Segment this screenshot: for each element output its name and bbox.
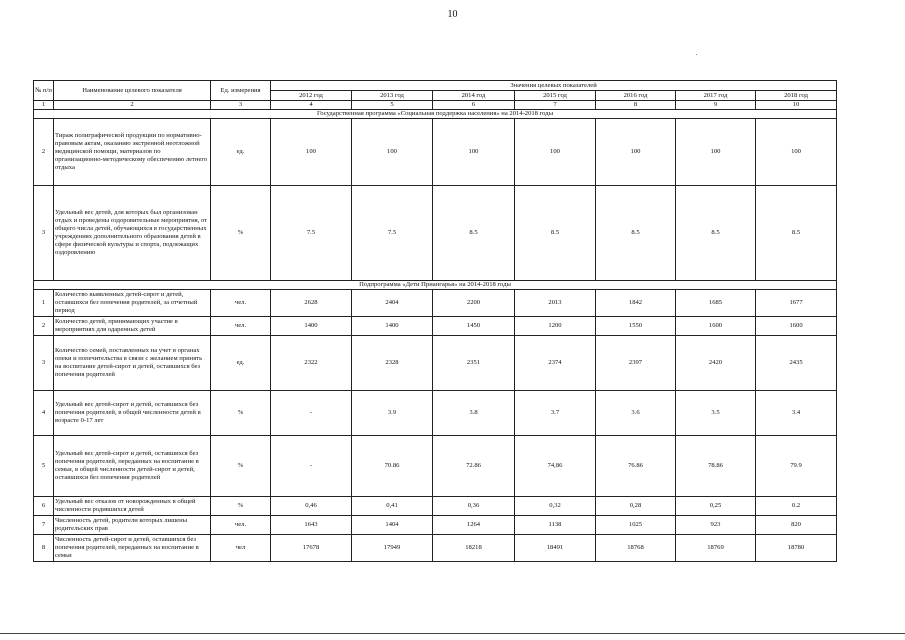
indicator-value: 7.5 — [271, 186, 352, 281]
indicator-name: Количество детей, принимающих участие в мероприятиях для одаренных детей — [54, 317, 211, 336]
table-row — [34, 186, 837, 281]
indicator-name: Удельный вес детей, для которых был организован отдых и проведены оздоровительные мероприятия, от общего числа детей, обучающихся в государственных учреждениях дополнительного образования детей в сфере физической культуры и спорта, подлежащих оздоровлению — [54, 186, 211, 281]
section-title: Подпрограмма «Дети Приангарья» на 2014-2018 годы — [34, 281, 837, 290]
indicator-value: 3.5 — [676, 391, 756, 436]
indicator-value: 18491 — [515, 535, 596, 562]
indicator-value: 1842 — [596, 290, 676, 317]
page-bottom-border — [0, 633, 905, 634]
indicator-value: 76.86 — [596, 436, 676, 497]
header-year: 2013 год — [352, 91, 433, 101]
indicator-value: 2397 — [596, 336, 676, 391]
header-column-number: 3 — [211, 101, 271, 110]
indicator-value: 17678 — [271, 535, 352, 562]
header-column-number: 4 — [271, 101, 352, 110]
table-row — [34, 516, 837, 535]
indicator-value: 72.86 — [433, 436, 515, 497]
indicator-value: 2013 — [515, 290, 596, 317]
indicator-name: Удельный вес детей-сирот и детей, оставшихся без попечения родителей, переданных на воспитание в семьи, в общей численности детей-сирот и детей, оставшихся без попечения родителей — [54, 436, 211, 497]
indicator-value: 7.5 — [352, 186, 433, 281]
row-number: 2 — [34, 317, 54, 336]
row-number: 4 — [34, 391, 54, 436]
header-year: 2017 год — [676, 91, 756, 101]
indicator-value: 1685 — [676, 290, 756, 317]
indicator-value: 100 — [433, 119, 515, 186]
indicator-value: 3.6 — [596, 391, 676, 436]
header-column-number: 7 — [515, 101, 596, 110]
indicator-value: 1600 — [756, 317, 837, 336]
indicator-value: 3.7 — [515, 391, 596, 436]
header-year: 2014 год — [433, 91, 515, 101]
indicator-value: 100 — [676, 119, 756, 186]
indicator-value: 79.9 — [756, 436, 837, 497]
row-number: 8 — [34, 535, 54, 562]
indicator-value: 2435 — [756, 336, 837, 391]
indicator-name: Численность детей-сирот и детей, оставшихся без попечения родителей, переданных на воспитание в семьи — [54, 535, 211, 562]
indicator-name: Тираж полиграфической продукции по нормативно-правовым актам, оказанию экстренной неотложной медицинской помощи, материалов по организационно-методическому обеспечению летнего отдыха — [54, 119, 211, 186]
row-number: 6 — [34, 497, 54, 516]
header-column-number: 10 — [756, 101, 837, 110]
unit: ед. — [211, 336, 271, 391]
table-row — [34, 535, 837, 562]
header-column-number: 6 — [433, 101, 515, 110]
header-year: 2012 год — [271, 91, 352, 101]
header-name: Наименование целевого показателя — [54, 81, 211, 101]
unit: чел. — [211, 290, 271, 317]
row-number: 2 — [34, 119, 54, 186]
unit: % — [211, 436, 271, 497]
header-year: 2018 год — [756, 91, 837, 101]
indicator-value: 1404 — [352, 516, 433, 535]
unit: чел — [211, 535, 271, 562]
page-number: 10 — [447, 9, 458, 20]
indicator-value: 17949 — [352, 535, 433, 562]
table-row — [34, 119, 837, 186]
header-column-number: 1 — [34, 101, 54, 110]
table-row — [34, 436, 837, 497]
indicator-value: 1400 — [352, 317, 433, 336]
row-number: 3 — [34, 336, 54, 391]
indicator-value: 1400 — [271, 317, 352, 336]
indicator-value: 100 — [596, 119, 676, 186]
indicator-value: 8.5 — [596, 186, 676, 281]
indicator-value: 8.5 — [676, 186, 756, 281]
table-row — [34, 391, 837, 436]
table-row — [34, 290, 837, 317]
indicator-value: 18218 — [433, 535, 515, 562]
table-row — [34, 497, 837, 516]
indicator-value: 0,28 — [596, 497, 676, 516]
indicator-value: 0,46 — [271, 497, 352, 516]
indicator-value: 100 — [271, 119, 352, 186]
indicator-value: 1200 — [515, 317, 596, 336]
indicator-value: 8.5 — [433, 186, 515, 281]
unit: % — [211, 391, 271, 436]
header-column-number: 2 — [54, 101, 211, 110]
row-number: 1 — [34, 290, 54, 317]
section-title-row — [34, 281, 837, 290]
unit: % — [211, 497, 271, 516]
scan-speck — [696, 54, 697, 55]
indicator-value: 100 — [515, 119, 596, 186]
indicator-value: 1450 — [433, 317, 515, 336]
indicator-value: 923 — [676, 516, 756, 535]
target-indicators-table — [33, 80, 837, 562]
unit: чел. — [211, 317, 271, 336]
indicator-value: 78.86 — [676, 436, 756, 497]
indicator-value: 3.9 — [352, 391, 433, 436]
indicator-value: 0,36 — [433, 497, 515, 516]
indicator-value: 2404 — [352, 290, 433, 317]
table-row — [34, 336, 837, 391]
section-title: Государственная программа «Социальная поддержка населения» на 2014-2018 годы — [34, 110, 837, 119]
indicator-value: 0,25 — [676, 497, 756, 516]
indicator-value: 2420 — [676, 336, 756, 391]
indicator-value: 1264 — [433, 516, 515, 535]
indicator-value: 3.8 — [433, 391, 515, 436]
row-number: 7 — [34, 516, 54, 535]
header-unit: Ед. измерения — [211, 81, 271, 101]
table-body — [34, 110, 837, 562]
indicator-value: 18768 — [596, 535, 676, 562]
indicator-value: - — [271, 436, 352, 497]
section-title-row — [34, 110, 837, 119]
indicator-name: Количество семей, поставленных на учет в органах опеки и попечительства в связи с желанием принять на воспитание детей-сирот и детей, оставшихся без попечения родителей — [54, 336, 211, 391]
indicator-value: 0.2 — [756, 497, 837, 516]
header-column-number: 8 — [596, 101, 676, 110]
unit: % — [211, 186, 271, 281]
row-number: 3 — [34, 186, 54, 281]
indicator-value: 3.4 — [756, 391, 837, 436]
header-values-group: Значения целевых показателей — [271, 81, 837, 91]
indicator-value: 2374 — [515, 336, 596, 391]
indicator-value: 2628 — [271, 290, 352, 317]
indicator-name: Количество выявленных детей-сирот и детей, оставшихся без попечения родителей, за отчетный период — [54, 290, 211, 317]
indicator-value: 2322 — [271, 336, 352, 391]
indicator-value: 18780 — [756, 535, 837, 562]
indicator-value: 100 — [756, 119, 837, 186]
header-year: 2015 год — [515, 91, 596, 101]
indicator-value: 1677 — [756, 290, 837, 317]
indicator-value: 2351 — [433, 336, 515, 391]
indicator-name: Удельный вес детей-сирот и детей, оставшихся без попечения родителей, в общей численности детей в возрасте 0-17 лет — [54, 391, 211, 436]
indicator-value: 2328 — [352, 336, 433, 391]
indicator-value: 74,86 — [515, 436, 596, 497]
indicator-value: 1600 — [676, 317, 756, 336]
indicator-value: 2200 — [433, 290, 515, 317]
indicator-value: 0,32 — [515, 497, 596, 516]
header-num: № п/п — [34, 81, 54, 101]
indicator-value: 820 — [756, 516, 837, 535]
table-row — [34, 317, 837, 336]
row-number: 5 — [34, 436, 54, 497]
indicator-name: Удельный вес отказов от новорожденных в общей численности родившихся детей — [54, 497, 211, 516]
indicator-value: 1138 — [515, 516, 596, 535]
indicator-value: 100 — [352, 119, 433, 186]
indicator-value: 8.5 — [756, 186, 837, 281]
header-column-numbers-row — [34, 101, 837, 110]
indicator-value: - — [271, 391, 352, 436]
header-column-number: 5 — [352, 101, 433, 110]
header-column-number: 9 — [676, 101, 756, 110]
indicator-value: 18769 — [676, 535, 756, 562]
indicator-value: 1550 — [596, 317, 676, 336]
indicator-value: 8.5 — [515, 186, 596, 281]
indicator-value: 0,41 — [352, 497, 433, 516]
header-year: 2016 год — [596, 91, 676, 101]
unit: чел. — [211, 516, 271, 535]
unit: ед. — [211, 119, 271, 186]
indicator-value: 70.86 — [352, 436, 433, 497]
indicator-value: 1643 — [271, 516, 352, 535]
indicator-name: Численность детей, родители которых лишены родительских прав — [54, 516, 211, 535]
indicator-value: 1025 — [596, 516, 676, 535]
header-row-1 — [34, 81, 837, 91]
